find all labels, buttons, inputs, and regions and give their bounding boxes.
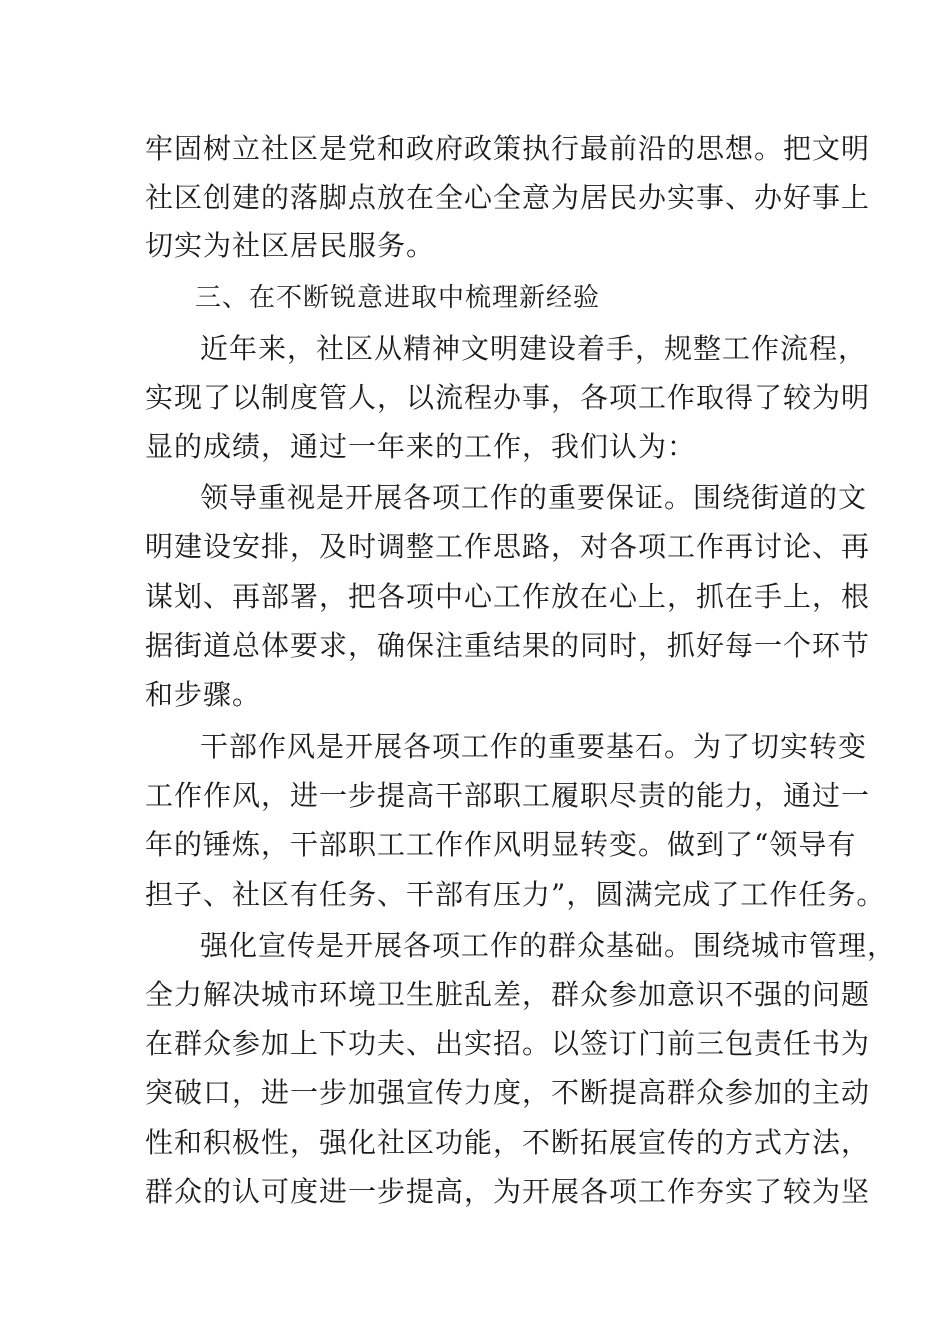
text-line-5: 近年来，社区从精神文明建设着手，规整工作流程， [200,332,868,365]
text-line-2: 社区创建的落脚点放在全心全意为居民办实事、办好事上 [145,181,871,214]
text-line-17: 强化宣传是开展各项工作的群众基础。围绕城市管理， [200,929,897,962]
text-line-19: 在群众参加上下功夫、出实招。以签订门前三包责任书为 [145,1027,871,1060]
text-line-14: 工作作风，进一步提高干部职工履职尽责的能力，通过一 [145,779,871,812]
text-line-15: 年的锤炼，干部职工工作作风明显转变。做到了“领导有 [145,828,857,861]
text-line-11: 据街道总体要求，确保注重结果的同时，抓好每一个环节 [145,629,871,662]
text-line-21: 性和积极性，强化社区功能，不断拓展宣传的方式方法， [145,1126,871,1159]
text-line-3: 切实为社区居民服务。 [145,229,436,262]
text-line-1: 牢固树立社区是党和政府政策执行最前沿的思想。把文明 [145,132,871,165]
text-line-20: 突破口，进一步加强宣传力度，不断提高群众参加的主动 [145,1076,871,1109]
text-line-9: 明建设安排，及时调整工作思路，对各项工作再讨论、再 [145,530,871,563]
section-heading: 三、在不断锐意进取中梳理新经验 [195,283,601,313]
text-line-13: 干部作风是开展各项工作的重要基石。为了切实转变 [200,730,868,763]
text-line-16: 担子、社区有任务、干部有压力”，圆满完成了工作任务。 [145,878,886,911]
text-line-7: 显的成绩，通过一年来的工作，我们认为： [145,430,697,463]
text-line-10: 谋划、再部署，把各项中心工作放在心上，抓在手上，根 [145,580,871,613]
text-line-8: 领导重视是开展各项工作的重要保证。围绕街道的文 [200,481,868,514]
text-line-18: 全力解决城市环境卫生脏乱差，群众参加意识不强的问题 [145,978,871,1011]
text-line-12: 和步骤。 [145,678,262,711]
text-line-6: 实现了以制度管人，以流程办事，各项工作取得了较为明 [145,381,871,414]
text-line-22: 群众的认可度进一步提高，为开展各项工作夯实了较为坚 [145,1175,871,1208]
